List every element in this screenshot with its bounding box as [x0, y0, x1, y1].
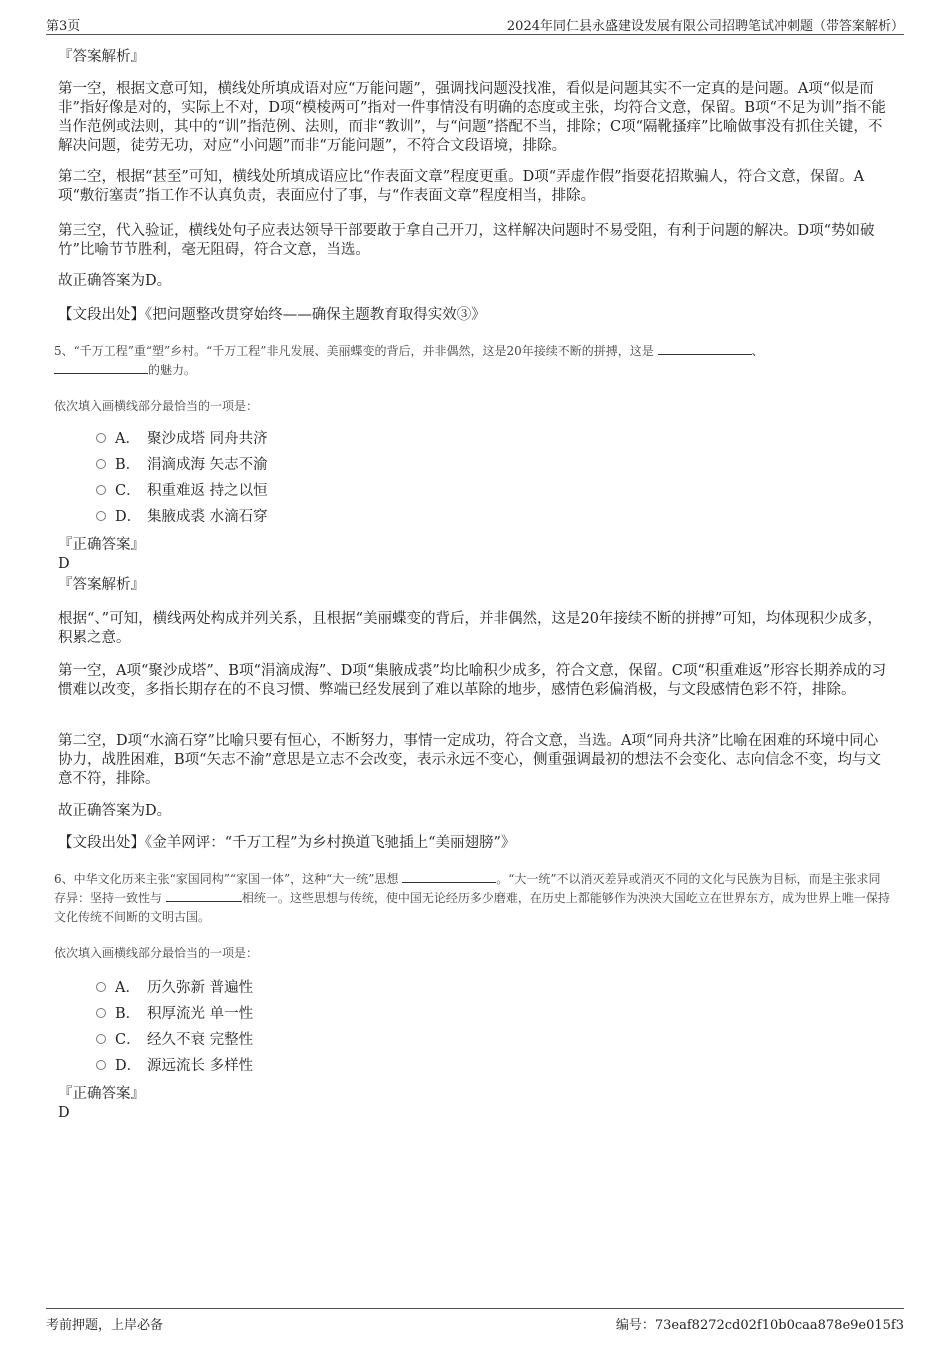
q4-analysis-label: 『答案解析』	[58, 49, 145, 65]
footer-serial: 编号：73eaf8272cd02f10b0caa878e9e015f3	[615, 1318, 904, 1333]
q5-stem-part-a: 5、“千万工程”重“塑”乡村。“千万工程”非凡发展、美丽蝶变的背后，并非偶然，这是20年接续不断的拼搏，这是	[54, 344, 654, 358]
q4-conclusion: 故正确答案为D。	[58, 273, 172, 289]
q4-analysis-p2: 第二空，根据“甚至”可知，横线处所填成语应比“作表面文章”程度更重。D项“弄虚作假”指耍花招欺骗人，符合文意，保留。A项“敷衍塞责”指工作不认真负责，表面应付了事，与“作表面文章”程度相当，排除。	[58, 169, 865, 204]
q5-option-a[interactable]: A． 聚沙成塔 同舟共济	[96, 430, 268, 448]
radio-icon[interactable]	[96, 1034, 106, 1044]
document-title: 2024年同仁县永盛建设发展有限公司招聘笔试冲刺题（带答案解析）	[506, 19, 904, 34]
q6-answer-label: 『正确答案』	[58, 1086, 145, 1102]
q5-stem-part-b: 的魅力。	[148, 363, 197, 377]
page-number: 第3页	[46, 19, 81, 34]
q5-analysis-p3: 第二空，D项“水滴石穿”比喻只要有恒心，不断努力，事情一定成功，符合文意，当选。A项“同舟共济”比喻在困难的环境中同心协力，战胜困难，B项“矢志不渝”意思是立志不会改变，表示永远不变心，侧重强调最初的想法不会变化、志向信念不变，均与文意不符，排除。	[58, 733, 881, 787]
radio-icon[interactable]	[96, 982, 106, 992]
q6-instruction: 依次填入画横线部分最恰当的一项是：	[54, 946, 259, 960]
q5-stem	[54, 342, 892, 380]
q5-source: 【文段出处】《金羊网评：“千万工程”为乡村换道飞驰插上“美丽翅膀”》	[58, 835, 516, 851]
radio-icon[interactable]	[96, 485, 106, 495]
q6-option-d[interactable]: D． 源远流长 多样性	[96, 1057, 253, 1075]
q6-stem	[54, 870, 892, 927]
q5-analysis-label: 『答案解析』	[58, 577, 145, 593]
q5-blank-1	[658, 342, 752, 355]
q6-stem-part-a: 6、中华文化历来主张“家国同构”“家国一体”，这种“大一统”思想	[54, 872, 399, 886]
q5-answer-label: 『正确答案』	[58, 537, 145, 553]
page-header	[46, 14, 904, 35]
radio-icon[interactable]	[96, 1060, 106, 1070]
q4-analysis-p1: 第一空，根据文意可知，横线处所填成语对应“万能问题”，强调找问题没找准，看似是问题其实不一定真的是问题。A项“似是而非”指好像是对的，实际上不对，D项“模棱两可”指对一件事情没有明确的态度或主张，均符合文意，保留。B项“不足为训”指不能当作范例或法则，其中的“训”指范例、法则，而非“教训”，与“问题”搭配不当，排除；C项“隔靴搔痒”比喻做事没有抓住关键，不解决问题，徒劳无功，对应“小问题”而非“万能问题”，不符合文段语境，排除。	[58, 81, 886, 154]
q6-option-c[interactable]: C． 经久不衰 完整性	[96, 1031, 253, 1049]
q5-answer: D	[58, 556, 70, 572]
footer-slogan: 考前押题，上岸必备	[46, 1318, 164, 1333]
q5-option-b[interactable]: B． 涓滴成海 矢志不渝	[96, 456, 268, 474]
radio-icon[interactable]	[96, 1008, 106, 1018]
q6-answer: D	[58, 1105, 70, 1121]
q6-option-a[interactable]: A． 历久弥新 普遍性	[96, 979, 253, 997]
q5-blank-2	[54, 361, 148, 374]
q6-stem-part-b: 。“大一统”不以消灭差异或消灭不同的文化与民族为目标，而是主张求同存异：坚持一致性与	[54, 872, 881, 905]
q6-stem-part-c: 相统一。这些思想与传统，使中国无论经历多少磨难，在历史上都能够作为泱泱大国屹立在世界东方，成为世界上唯一保持文化传统不间断的文明古国。	[54, 891, 890, 924]
q5-conclusion: 故正确答案为D。	[58, 803, 172, 819]
page-footer	[46, 1308, 904, 1331]
q5-instruction: 依次填入画横线部分最恰当的一项是：	[54, 399, 259, 413]
q5-option-c[interactable]: C． 积重难返 持之以恒	[96, 482, 268, 500]
q5-option-d[interactable]: D． 集腋成裘 水滴石穿	[96, 508, 268, 526]
radio-icon[interactable]	[96, 511, 106, 521]
radio-icon[interactable]	[96, 459, 106, 469]
q5-analysis-p1: 根据“、”可知，横线两处构成并列关系，且根据“美丽蝶变的背后，并非偶然，这是20年接续不断的拼搏”可知，均体现积少成多，积累之意。	[58, 611, 882, 646]
q5-analysis-p2: 第一空，A项“聚沙成塔”、B项“涓滴成海”、D项“集腋成裘”均比喻积少成多，符合文意，保留。C项“积重难返”形容长期养成的习惯难以改变，多指长期存在的不良习惯、弊端已经发展到了难以革除的地步，感情色彩偏消极，与文段感情色彩不符，排除。	[58, 663, 887, 698]
q6-blank-2	[166, 889, 242, 902]
q5-stem-sep: 、	[751, 344, 764, 358]
radio-icon[interactable]	[96, 433, 106, 443]
q6-option-b[interactable]: B． 积厚流光 单一性	[96, 1005, 253, 1023]
q6-blank-1	[402, 870, 496, 883]
q4-source: 【文段出处】《把问题整改贯穿始终——确保主题教育取得实效③》	[58, 307, 486, 323]
q4-analysis-p3: 第三空，代入验证，横线处句子应表达领导干部要敢于拿自己开刀，这样解决问题时不易受阻，有利于问题的解决。D项“势如破竹”比喻节节胜利，毫无阻碍，符合文意，当选。	[58, 223, 875, 258]
